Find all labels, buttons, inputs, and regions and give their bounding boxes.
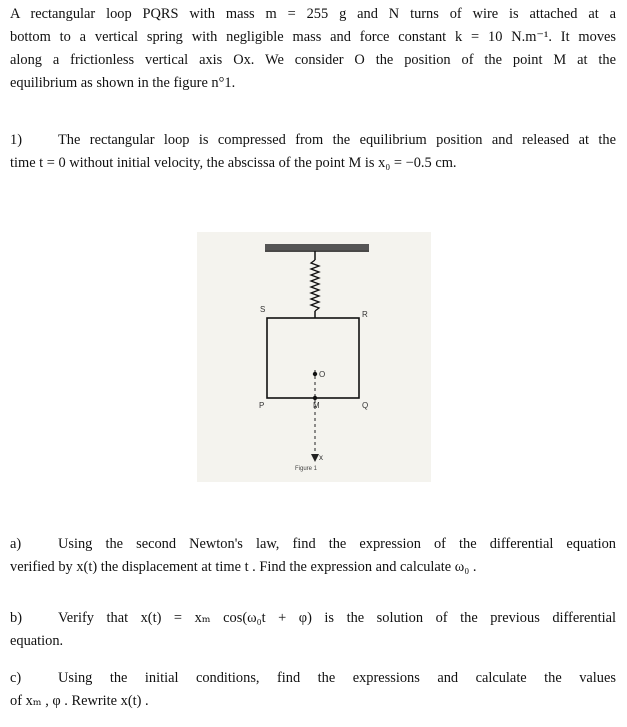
question-a xyxy=(10,533,616,579)
point-m xyxy=(313,396,317,400)
figure-1 xyxy=(197,232,431,482)
ceiling-support xyxy=(265,244,369,250)
figure-caption: Figure 1 xyxy=(295,466,318,472)
question-1 xyxy=(10,129,616,175)
label-r: R xyxy=(362,310,368,319)
question-b-number: b) xyxy=(10,610,22,626)
intro-line-4: equilibrium as shown in the figure n°1. xyxy=(10,75,236,91)
question-b xyxy=(10,607,616,653)
question-b-text-1: Verify that x(t) = xₘ cos(ω₀t + φ) is the solution of the previous differential xyxy=(58,610,616,626)
question-1-number: 1) xyxy=(10,132,22,148)
point-o xyxy=(313,372,317,376)
question-a-text-2: verified by x(t) the displacement at time t . Find the expression and calculate ω₀ . xyxy=(10,559,477,575)
label-m: M xyxy=(313,401,320,410)
question-a-text-1: Using the second Newton's law, find the expression of the differential equation xyxy=(58,536,616,552)
question-c xyxy=(10,667,616,713)
question-a-number: a) xyxy=(10,536,22,552)
question-c-text-2: of xₘ , φ . Rewrite x(t) . xyxy=(10,693,149,709)
question-1-text-2: time t = 0 without initial velocity, the abscissa of the point M is x₀ = −0.5 cm. xyxy=(10,155,457,171)
question-a-line-1 xyxy=(10,533,616,556)
question-c-number: c) xyxy=(10,670,22,686)
intro-line-2: bottom to a vertical spring with negligible mass and force constant k = 10 N.m⁻¹. It moves xyxy=(10,29,616,45)
question-c-line-1 xyxy=(10,667,616,690)
label-s: S xyxy=(260,305,266,314)
intro-line-3: along a frictionless vertical axis Ox. We consider O the position of the point M at the xyxy=(10,52,616,68)
label-x: x xyxy=(319,453,323,462)
intro-line-1: A rectangular loop PQRS with mass m = 255 g and N turns of wire is attached at a xyxy=(10,6,616,22)
question-1-line-1 xyxy=(10,129,616,152)
intro-paragraph xyxy=(10,3,616,95)
label-q: Q xyxy=(362,401,369,410)
label-o: O xyxy=(319,370,326,379)
question-b-text-2: equation. xyxy=(10,633,64,649)
loop-pqrs xyxy=(267,318,359,398)
question-c-text-1: Using the initial conditions, find the expressions and calculate the values xyxy=(58,670,616,686)
axis-arrow-icon xyxy=(311,454,319,462)
question-1-text-1: The rectangular loop is compressed from the equilibrium position and released at the xyxy=(58,132,616,148)
label-p: P xyxy=(259,401,265,410)
spring-loop-diagram xyxy=(197,232,431,482)
question-b-line-1 xyxy=(10,607,616,630)
spring-icon xyxy=(311,260,319,311)
